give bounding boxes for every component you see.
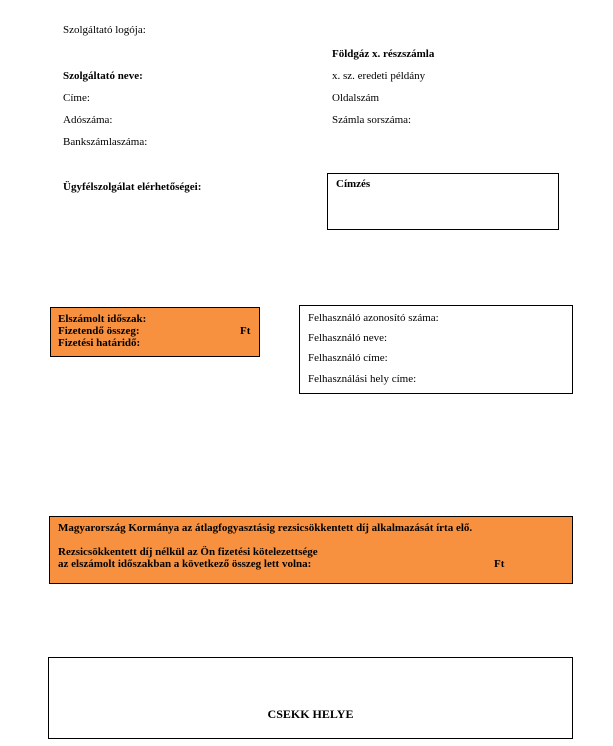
billing-summary-box [50, 307, 260, 357]
amount-due-currency: Ft [240, 325, 251, 337]
provider-logo-label: Szolgáltató logója: [63, 24, 146, 36]
user-address-label: Felhasználó címe: [308, 352, 388, 364]
check-placeholder-label: CSEKK HELYE [267, 707, 354, 721]
invoice-serial-label: Számla sorszáma: [332, 114, 412, 126]
customer-service-label: Ügyfélszolgálat elérhetőségei: [63, 181, 202, 193]
notice-line-1: Magyarország Kormánya az átlagfogyasztásig rezsicsökkentett díj alkalmazását írta elő. [58, 522, 473, 534]
provider-bank-label: Bankszámlaszáma: [63, 136, 148, 148]
invoice-title: Földgáz x. részszámla [332, 48, 435, 60]
check-placeholder-box [48, 657, 573, 739]
user-info-box [299, 305, 573, 394]
notice-currency: Ft [494, 558, 505, 570]
notice-line-3: az elszámolt időszakban a következő összeg lett volna: [58, 558, 312, 570]
user-id-label: Felhasználó azonosító száma: [308, 312, 439, 324]
subsidy-notice-box [49, 516, 573, 584]
recipient-box [327, 173, 559, 230]
notice-line-2: Rezsicsökkentett díj nélkül az Ön fizetési kötelezettsége [58, 546, 318, 558]
page-number-label: Oldalszám [332, 92, 380, 104]
provider-tax-label: Adószáma: [63, 114, 113, 126]
invoice-copy: x. sz. eredeti példány [332, 70, 426, 82]
billing-period-label: Elszámolt időszak: [58, 313, 147, 325]
payment-deadline-label: Fizetési határidő: [58, 337, 141, 349]
amount-due-label: Fizetendő összeg: [58, 325, 140, 337]
provider-name-label: Szolgáltató neve: [63, 70, 143, 82]
usage-site-label: Felhasználási hely címe: [308, 373, 417, 385]
user-name-label: Felhasználó neve: [308, 332, 388, 344]
recipient-title: Címzés [336, 178, 371, 190]
provider-address-label: Címe: [63, 92, 90, 104]
